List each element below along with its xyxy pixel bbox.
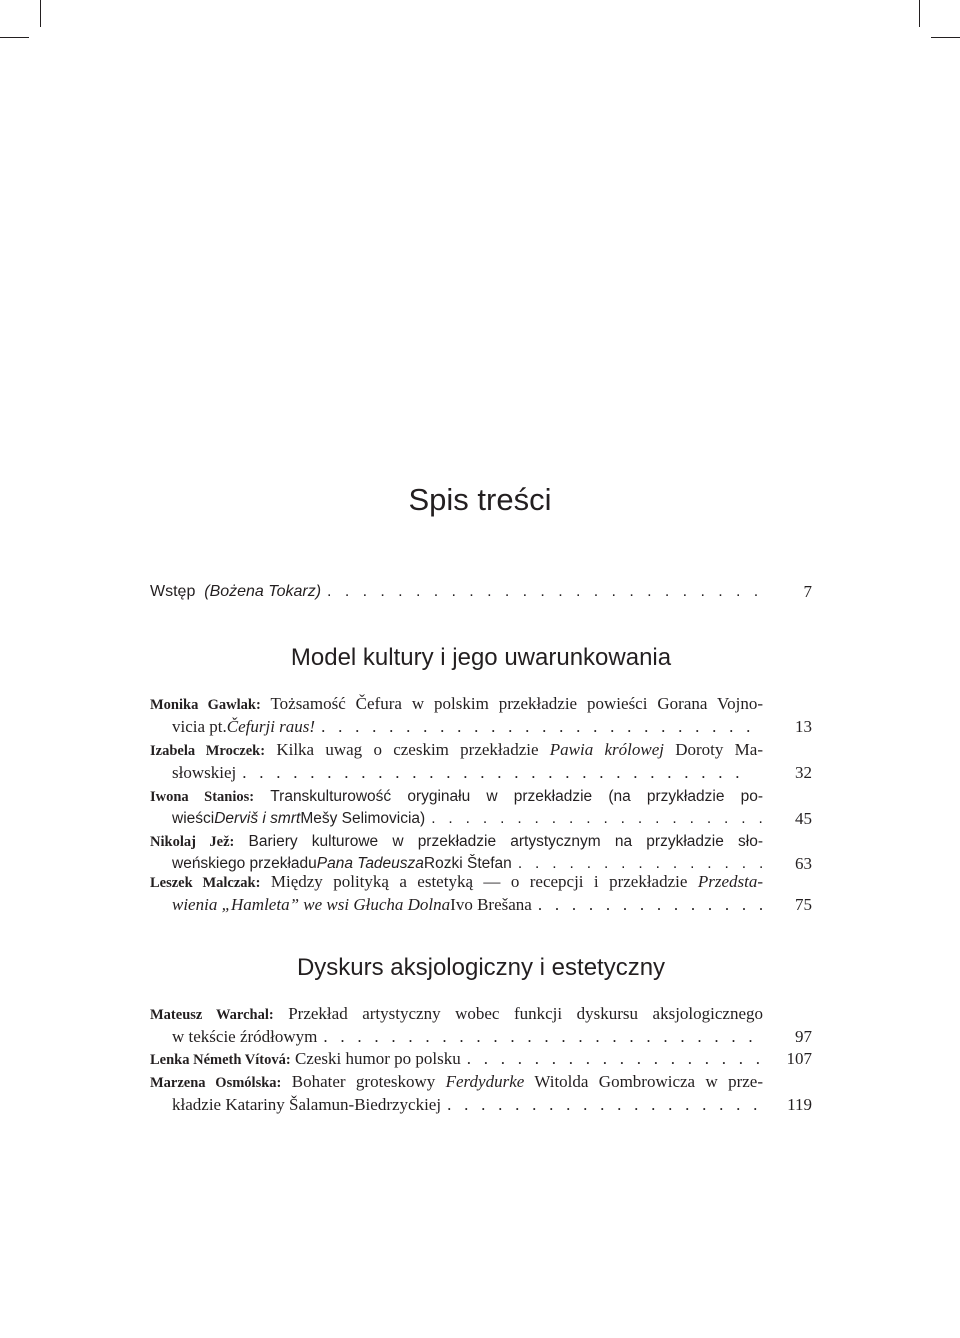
- entry-title-line1: Przekład artystyczny wobec funkcji dyskursu aksjologicznego: [288, 1004, 764, 1023]
- entry-author: Leszek Malczak:: [150, 875, 261, 891]
- dot-leader: [323, 1025, 763, 1048]
- entry-author: Monika Gawlak:: [150, 697, 261, 713]
- dot-leader: [467, 1047, 763, 1070]
- entry-title-line1: Kilka uwag o czeskim przekładzie: [276, 740, 550, 759]
- entry-title-italic: Pana Tadeusza: [316, 855, 424, 872]
- entry-title-italic: wienia „Hamleta” we wsi Głucha Dolna: [172, 895, 451, 914]
- dot-leader: [538, 893, 763, 916]
- entry-title-italic: Pawia królowej: [549, 740, 664, 759]
- entry-title-line1: Transkulturowość oryginału w przekładzie (na przykładzie po-: [270, 788, 764, 805]
- entry-title-tail: Rozki Štefan: [423, 855, 512, 872]
- dot-leader: [321, 715, 763, 738]
- entry-title-line2: słowskiej: [172, 763, 237, 782]
- entry-title-italic: Čefurji raus!: [226, 717, 316, 736]
- page-number: 7: [803, 582, 812, 601]
- page-number: 63: [795, 854, 812, 873]
- entry-title-line1: Bohater groteskowy: [291, 1072, 446, 1091]
- entry-title-italic: Przedsta-: [697, 872, 763, 891]
- page-number: 97: [795, 1027, 812, 1046]
- entry-author: Iwona Stanios:: [150, 789, 255, 805]
- entry-author: Izabela Mroczek:: [150, 743, 266, 759]
- dot-leader: [327, 580, 763, 603]
- page-number: 107: [786, 1049, 812, 1068]
- toc-entry[interactable]: [150, 738, 812, 784]
- crop-mark-top-left: [40, 0, 41, 27]
- page-number: 13: [795, 717, 812, 736]
- entry-title-tail: Doroty Ma-: [663, 740, 763, 759]
- toc-entry[interactable]: [150, 870, 812, 916]
- dot-leader: [447, 1093, 763, 1116]
- page-title: Spis treści: [408, 482, 552, 517]
- page-number: 119: [787, 1095, 812, 1114]
- toc-entry-intro[interactable]: [150, 580, 812, 603]
- entry-author: Marzena Osmólska:: [150, 1075, 282, 1091]
- entry-title-line2: kładzie Katariny Šalamun-Biedrzyckiej: [172, 1095, 442, 1114]
- toc-entry[interactable]: [150, 692, 812, 738]
- entry-title-tail: Witolda Gombrowicza w prze-: [524, 1072, 764, 1091]
- page-number: 32: [795, 763, 812, 782]
- entry-title-line2: weńskiego przekładu: [172, 855, 317, 872]
- section-title: Model kultury i jego uwarunkowania: [290, 644, 672, 671]
- page-number: 45: [795, 809, 812, 828]
- section-title: Dyskurs aksjologiczny i estetyczny: [296, 954, 666, 981]
- entry-title-italic: Derviš i smrt: [214, 810, 301, 827]
- entry-title-line1: Bariery kulturowe w przekładzie artystycznym na przykładzie sło-: [248, 833, 763, 850]
- toc-entry[interactable]: [150, 1070, 812, 1116]
- crop-mark-left-top: [0, 37, 29, 38]
- intro-label: Wstęp: [150, 583, 196, 600]
- entry-title-tail: Ivo Brešana: [450, 895, 532, 914]
- toc-entry[interactable]: [150, 829, 812, 875]
- entry-title-tail: Mešy Selimovicia): [300, 810, 426, 827]
- intro-editor: (Bożena Tokarz): [204, 583, 322, 600]
- entry-author: Mateusz Warchal:: [150, 1007, 274, 1023]
- entry-author: Nikolaj Jež:: [150, 834, 235, 850]
- entry-title-line2: w tekście źródłowym: [172, 1027, 318, 1046]
- entry-title-line2: vicia pt.: [172, 717, 227, 736]
- dot-leader: [242, 761, 763, 784]
- entry-title-italic: Ferdydurke: [445, 1072, 525, 1091]
- entry-title-line1: Czeski humor po polsku: [294, 1049, 461, 1068]
- toc-entry[interactable]: [150, 1002, 812, 1048]
- entry-title-line1: Między polityką a estetyką — o recepcji i przekładzie: [270, 872, 698, 891]
- entry-author: Lenka Németh Vítová:: [150, 1052, 291, 1068]
- entry-title-line1: Tożsamość Čefura w polskim przekładzie powieści Gorana Vojno-: [270, 694, 764, 713]
- entry-title-line2: wieści: [172, 810, 215, 827]
- dot-leader: [431, 807, 763, 830]
- toc-entry[interactable]: [150, 1047, 812, 1070]
- crop-mark-top-right: [919, 0, 920, 27]
- toc-entry[interactable]: [150, 784, 812, 830]
- page-number: 75: [795, 895, 812, 914]
- crop-mark-right-top: [931, 37, 960, 38]
